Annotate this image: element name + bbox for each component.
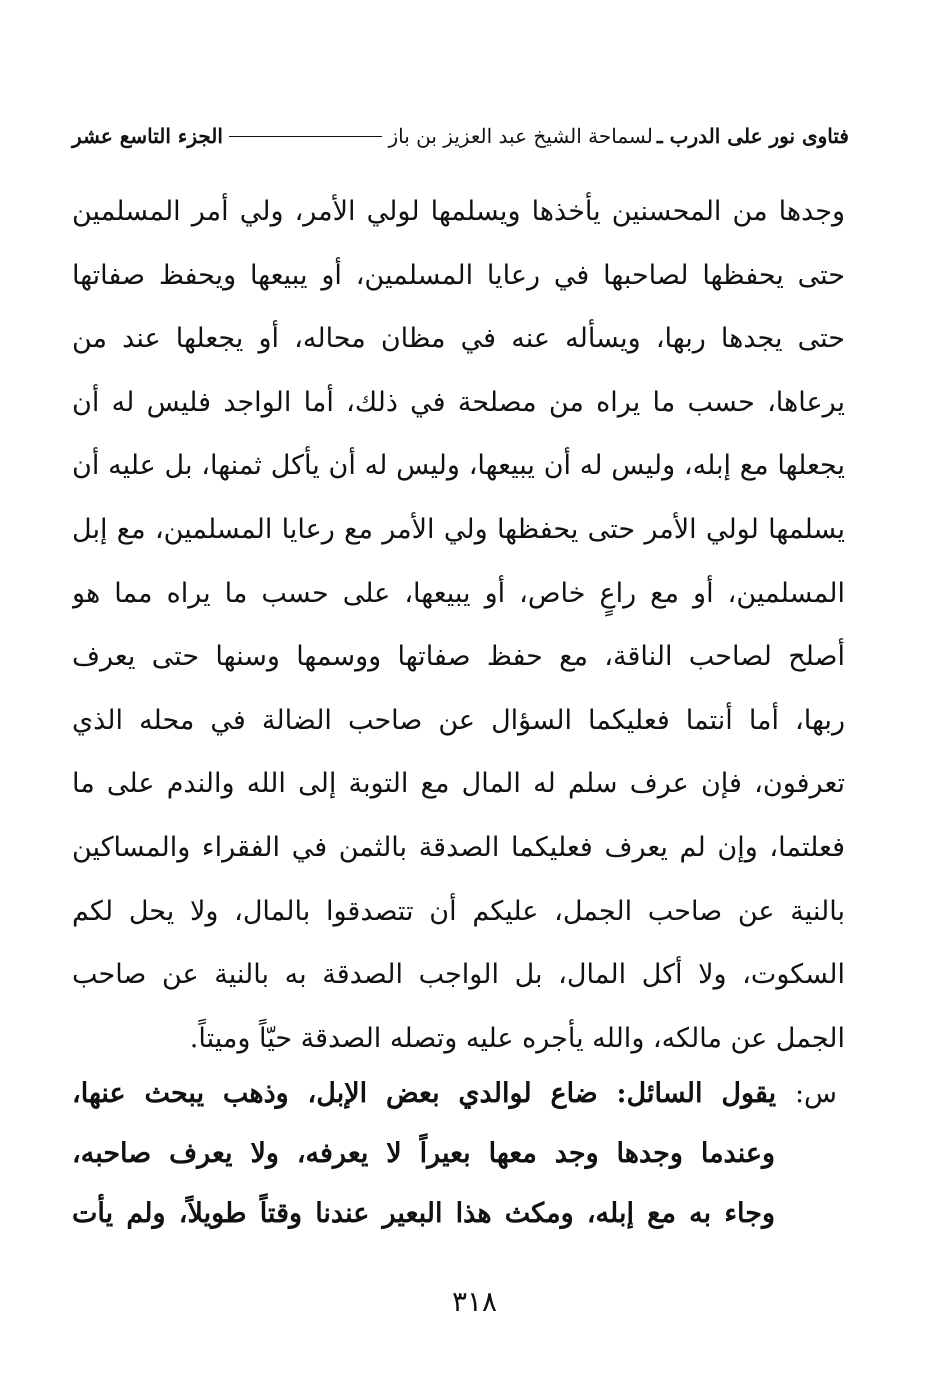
question-line: وجاء به مع إبله، ومكث هذا البعير عندنا وقتاً طويلاً، ولم يأت xyxy=(72,1198,775,1229)
question-line xyxy=(72,1064,845,1124)
answer-paragraph xyxy=(72,184,845,1074)
body-line: المسلمين، أو مع راعٍ خاص، أو يبيعها، على حسب ما يراه مما هو xyxy=(72,577,845,609)
body-line: وجدها من المحسنين يأخذها ويسلمها لولي الأمر، ولي أمر المسلمين xyxy=(72,196,845,227)
header-book-title: فتاوى نور على الدرب ـ xyxy=(656,124,849,148)
body-line: بالنية عن صاحب الجمل، عليكم أن تتصدقوا بالمال، ولا يحل لكم xyxy=(72,895,845,927)
question-prefix: س: xyxy=(794,1078,837,1109)
question-text: يقول السائل: ضاع لوالدي بعض الإبل، وذهب يبحث عنها، xyxy=(72,1078,777,1109)
body-line: يسلمها لولي الأمر حتى يحفظها ولي الأمر مع رعايا المسلمين، مع إبل xyxy=(72,513,845,545)
body-line: حتى يحفظها لصاحبها في رعايا المسلمين، أو يبيعها ويحفظ صفاتها xyxy=(72,259,845,291)
body-line: يرعاها، حسب ما يراه من مصلحة في ذلك، أما الواجد فليس له أن xyxy=(72,386,845,418)
header-rule xyxy=(229,136,383,137)
body-line: تعرفون، فإن عرف سلم له المال مع التوبة إلى الله والندم على ما xyxy=(72,768,845,800)
body-line: الجمل عن مالكه، والله يأجره عليه وتصله الصدقة حيّاً وميتاً. xyxy=(189,1022,845,1054)
question-line: وعندما وجدها وجد معها بعيراً لا يعرفه، ولا يعرف صاحبه، xyxy=(72,1138,775,1169)
question-paragraph xyxy=(72,1064,845,1244)
page-number: ٣١٨ xyxy=(451,1285,498,1318)
header-volume: الجزء التاسع عشر xyxy=(72,124,223,148)
body-line: أصلح لصاحب الناقة، مع حفظ صفاتها ووسمها وسنها حتى يعرف xyxy=(72,641,845,673)
body-line: فعلتما، وإن لم يعرف فعليكما الصدقة بالثمن في الفقراء والمساكين xyxy=(72,831,845,863)
header-author: لسماحة الشيخ عبد العزيز بن باز xyxy=(388,124,653,148)
body-line: حتى يجدها ربها، ويسأله عنه في مظان محاله، أو يجعلها عند من xyxy=(72,323,845,355)
body-line: ربها، أما أنتما فعليكما السؤال عن صاحب الضالة في محله الذي xyxy=(72,704,845,736)
running-header xyxy=(72,124,849,160)
body-line: يجعلها مع إبله، وليس له أن يبيعها، وليس له أن يأكل ثمنها، بل عليه أن xyxy=(72,450,845,482)
body-line: السكوت، ولا أكل المال، بل الواجب الصدقة به بالنية عن صاحب xyxy=(72,959,845,991)
